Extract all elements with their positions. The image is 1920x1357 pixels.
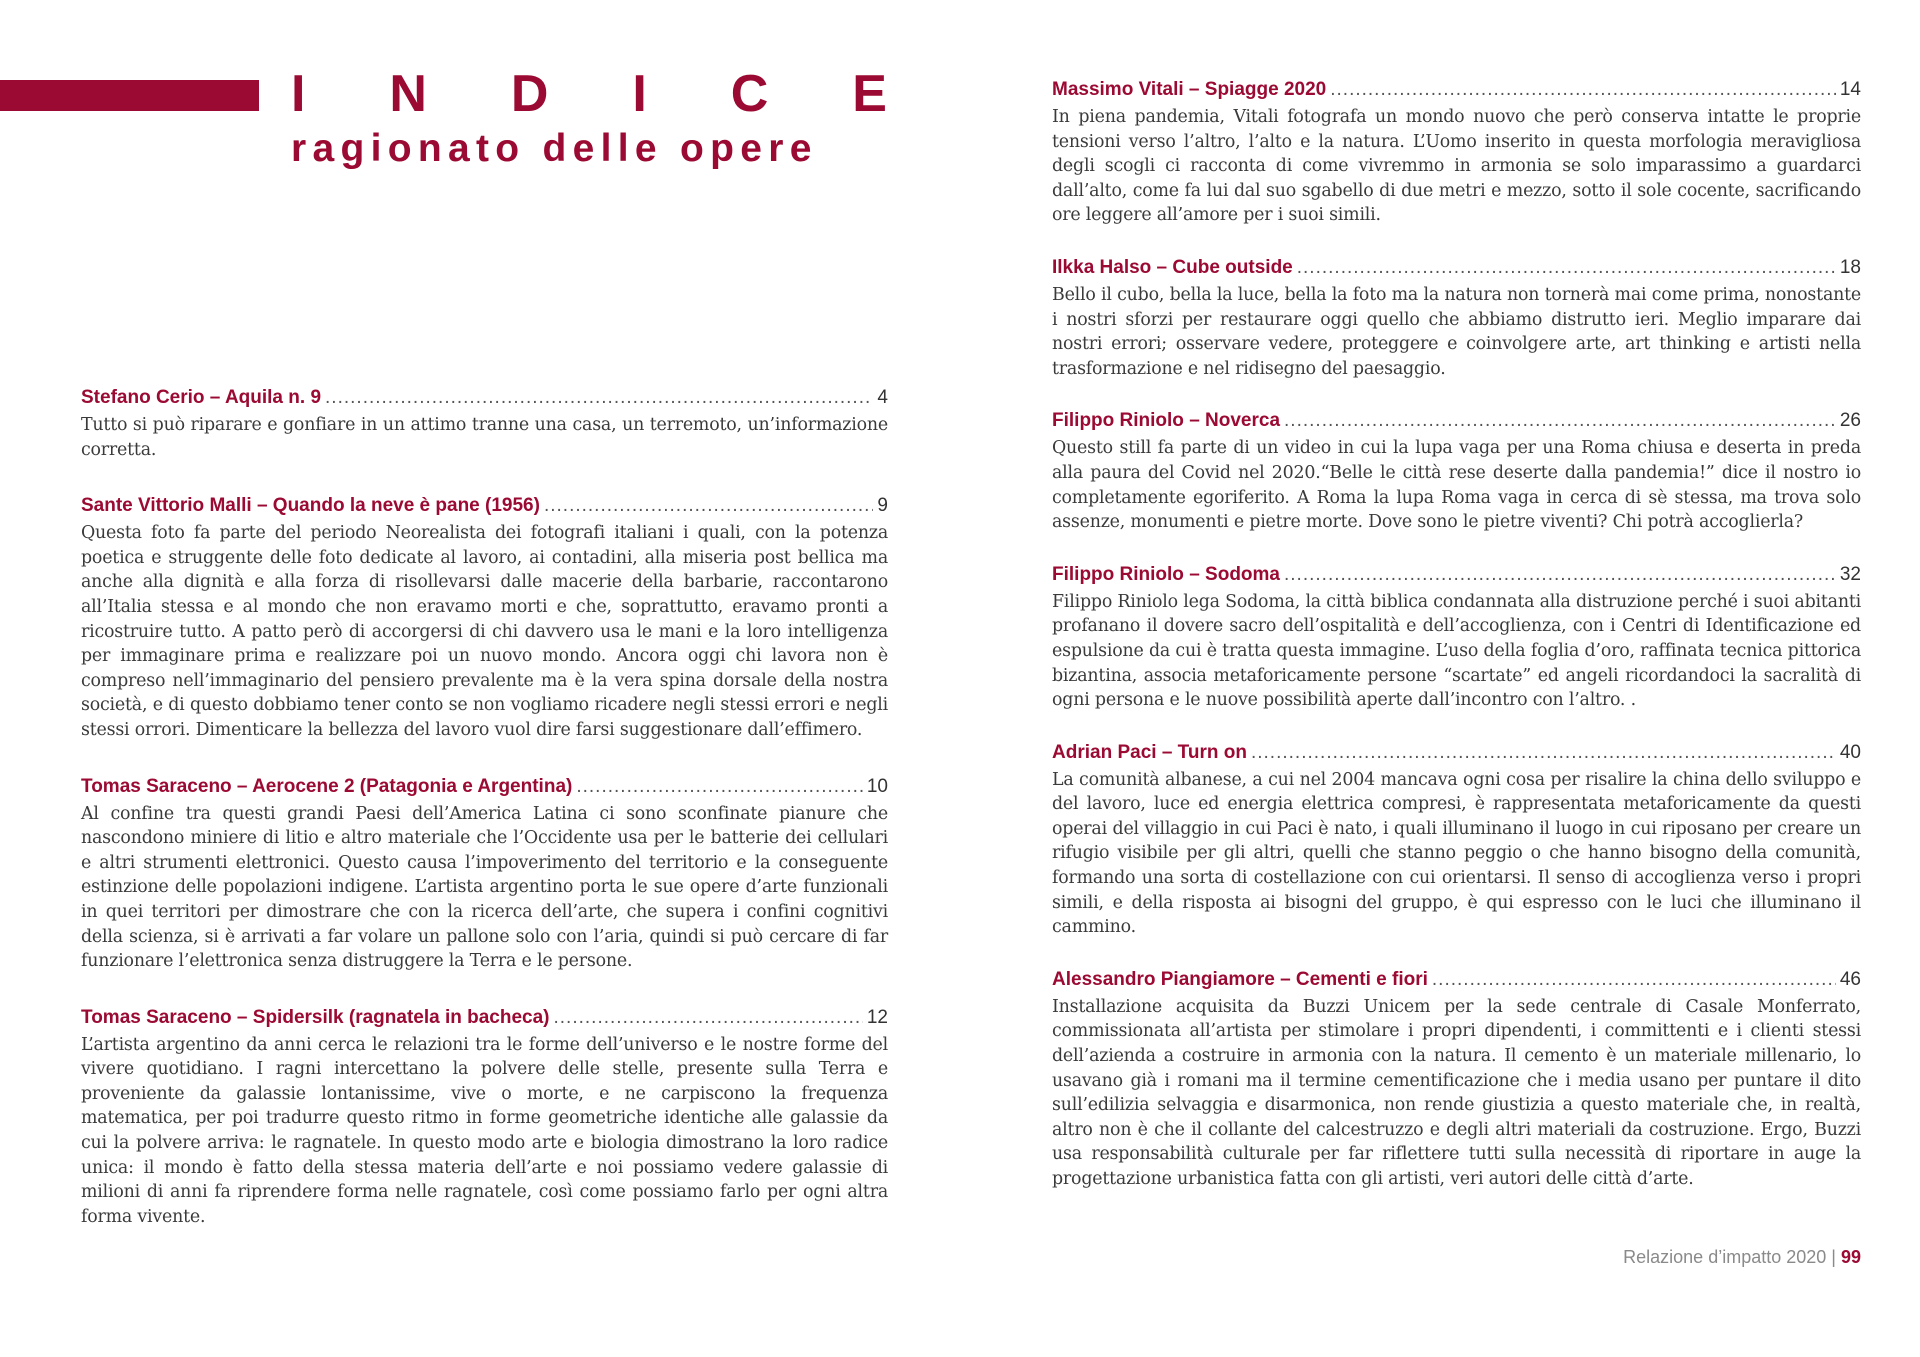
toc-entry-header[interactable] — [81, 386, 888, 410]
toc-entry-header[interactable] — [81, 494, 888, 518]
toc-entry — [81, 1006, 888, 1230]
entry-title: Filippo Riniolo – Sodoma — [1052, 563, 1280, 585]
entry-title: Tomas Saraceno – Aerocene 2 (Patagonia e Argentina) — [81, 775, 573, 797]
left-column — [81, 386, 888, 1261]
entry-page-number: 32 — [1839, 563, 1861, 585]
entry-description: Installazione acquisita da Buzzi Unicem per la sede centrale di Casale Monferrato, commissionata all’artista per stimolare i propri dipendenti, i committenti e i clienti stessi dell’azienda a costruire in armonia con la natura. Il cemento è un materiale millenario, lo usavano già i romani ma il termine cementificazione che i media usano per puntare il dito sull’edilizia selvaggia e disarmonica, non rende giustizia a questo materiale che, in realtà, altro non è che il collante del calcestruzzo e degli altri materiali da costruzione. Ergo, Buzzi usa responsabilità culturale per far riflettere tutti sulla necessità di riportare in auge la progettazione urbanistica fatta con gli artisti, veri autori delle città d’arte. — [1052, 996, 1861, 1189]
title-letter: N — [389, 65, 427, 123]
dot-leader — [576, 775, 863, 799]
right-column — [1052, 78, 1861, 1220]
dot-leader — [1297, 256, 1836, 280]
toc-entry — [81, 775, 888, 974]
dot-leader — [1432, 968, 1836, 992]
dot-leader — [544, 494, 873, 518]
entry-title: Filippo Riniolo – Noverca — [1052, 410, 1281, 432]
dot-leader — [325, 386, 873, 410]
entry-description: Tutto si può riparare e gonfiare in un attimo tranne una casa, un terremoto, un’informazione corretta. — [81, 415, 888, 460]
entry-page-number: 10 — [866, 775, 888, 797]
toc-entry-header[interactable] — [1052, 968, 1861, 992]
toc-entry — [81, 494, 888, 742]
entry-page-number: 46 — [1839, 968, 1861, 990]
toc-entry-header[interactable] — [1052, 563, 1861, 587]
entry-description: L’artista argentino da anni cerca le relazioni tra le forme dell’universo e le nostre forme del vivere quotidiano. I ragni intercettano la polvere delle stelle, presente sulla Terra e proveniente da galassie lontanissime, vive o morte, e ne carpiscono la frequenza matematica, per poi tradurre questo ritmo in forme geometriche identiche alle galassie da cui la polvere arriva: le ragnatele. In questo modo arte e biologia dimostrano la loro radice unica: il mondo è fatto della stessa materia dell’arte e noi possiamo vedere galassie di milioni di anni fa riprendere forma nelle ragnatele, così come possiamo farlo per ogni altra forma vivente. — [81, 1034, 888, 1227]
toc-entry — [1052, 256, 1861, 381]
title-letter: D — [510, 65, 549, 123]
toc-entry-header[interactable] — [1052, 409, 1861, 433]
toc-entry — [1052, 78, 1861, 228]
title-subtitle: ragionato delle opere — [291, 127, 818, 170]
entry-description: Bello il cubo, bella la luce, bella la foto ma la natura non tornerà mai come prima, nonostante i nostri sforzi per restaurare oggi quello che abbiamo distrutto ieri. Meglio imparare dai nostri errori; osservare vedere, proteggere e coinvolgere arte, art thinking e artisti nella trasformazione e nel ridisegno del paesaggio. — [1052, 284, 1861, 379]
entry-page-number: 40 — [1839, 741, 1861, 763]
entry-title: Tomas Saraceno – Spidersilk (ragnatela in bacheca) — [81, 1006, 550, 1028]
entry-page-number: 18 — [1839, 256, 1861, 278]
title-letter: E — [852, 65, 887, 123]
footer-separator: | — [1831, 1247, 1836, 1267]
entry-description: La comunità albanese, a cui nel 2004 mancava ogni cosa per risalire la china dello sviluppo e del lavoro, luce ed energia elettrica compresi, è rappresentata metaforicamente da questi operai del villaggio in cui Paci è nato, i quali illuminano il luogo in cui riposano per creare un rifugio visibile per gli altri, quelli che stanno peggio o che hanno bisogno della comunità, formando una sorta di costellazione con cui orientarsi. Il senso di accoglienza verso i propri simili, e della risposta ai bisogni del gruppo, è qui espresso con le luci che illuminano il cammino. — [1052, 769, 1861, 938]
toc-entry — [1052, 563, 1861, 713]
toc-entry-header[interactable] — [81, 1006, 888, 1030]
footer-report-label: Relazione d’impatto 2020 — [1623, 1247, 1827, 1267]
title-letter: I — [632, 65, 647, 123]
dot-leader — [1251, 741, 1836, 765]
entry-page-number: 14 — [1839, 79, 1861, 100]
dot-leader — [1330, 78, 1836, 102]
entry-description: Filippo Riniolo lega Sodoma, la città biblica condannata alla distruzione perché i suoi abitanti profanano il dovere sacro dell’ospitalità e dell’accoglienza, con i Centri di Identificazione ed espulsione da cui è tratta questa immagine. L’uso della foglia d’oro, raffinata tecnica pittorica bizantina, associa metaforicamente persone “scartate” ed angeli ricordandoci la sacralità di ogni persona e le nuove possibilità aperte dall’incontro con l’altro. . — [1052, 591, 1861, 711]
entry-description: Questo still fa parte di un video in cui la lupa vaga per una Roma chiusa e deserta in preda alla paura del Covid nel 2020.“Belle le città rese deserte dalla pandemia!” dice il nostro io completamente egoriferito. A Roma la lupa Roma vaga in cerca di sè stessa, ma trova solo assenze, monumenti e pietre morte. Dove sono le pietre viventi? Chi potrà accoglierla? — [1052, 438, 1861, 533]
entry-description: Questa foto fa parte del periodo Neorealista dei fotografi italiani i quali, con la potenza poetica e struggente delle foto dedicate al lavoro, ai contadini, alla miseria post bellica ma anche alla dignità e alla forza di risollevarsi dalle macerie della barbarie, raccontarono all’Italia stessa e al mondo che non eravamo morti e che, soprattutto, eravamo pronti a ricostruire tutto. A patto però di accorgersi di chi davvero usa le mani e la loro intelligenza per immaginare prima e realizzare poi un nuovo mondo. Ancora oggi chi lavora non è compreso nell’immaginario del pensiero prevalente ma è la vera spina dorsale della nostra società, e di questo dobbiamo tener conto se non vogliamo ricadere negli stessi errori e negli stessi orrori. Dimenticare la bellezza del lavoro vuol dire farsi suggestionare dall’effimero. — [81, 523, 888, 740]
accent-bar — [0, 80, 259, 111]
toc-entry — [1052, 741, 1861, 940]
entry-title: Sante Vittorio Malli – Quando la neve è pane (1956) — [81, 495, 540, 517]
toc-entry-header[interactable] — [81, 775, 888, 799]
entry-page-number: 26 — [1839, 410, 1861, 432]
toc-entry — [81, 386, 888, 462]
entry-title: Alessandro Piangiamore – Cementi e fiori — [1052, 968, 1428, 990]
entry-title: Massimo Vitali – Spiagge 2020 — [1052, 79, 1327, 100]
index-title — [291, 64, 891, 174]
dot-leader — [1284, 409, 1836, 433]
dot-leader — [1284, 563, 1836, 587]
title-indice — [291, 64, 887, 124]
footer-page-number: 99 — [1840, 1247, 1861, 1267]
toc-entry-header[interactable] — [1052, 78, 1861, 102]
dot-leader — [554, 1006, 863, 1030]
title-letter: C — [730, 65, 769, 123]
entry-page-number: 4 — [877, 387, 888, 408]
entry-description: In piena pandemia, Vitali fotografa un mondo nuovo che però conserva intatte le proprie tensioni verso l’altro, l’alto e la natura. L’Uomo inserito in questa morfologia meravigliosa degli scogli ci racconta di come vivremmo in armonia se solo imparassimo a guardarci dall’alto, come fa lui dal suo sgabello di due metri e mezzo, sotto il sole cocente, sacrificando ore leggere all’amore per i suoi simili. — [1052, 107, 1861, 226]
title-letter: I — [291, 65, 306, 123]
toc-entry-header[interactable] — [1052, 256, 1861, 280]
toc-entry — [1052, 409, 1861, 534]
entry-title: Ilkka Halso – Cube outside — [1052, 256, 1293, 278]
toc-entry — [1052, 968, 1861, 1192]
entry-description: Al confine tra questi grandi Paesi dell’America Latina ci sono sconfinate pianure che nascondono miniere di litio e altro materiale che l’Occidente usa per le batterie dei cellulari e altri strumenti elettronici. Questo causa l’impoverimento del territorio e la conseguente estinzione delle popolazioni indigene. L’artista argentino porta le sue opere d’arte funzionali in quei territori per dimostrare che con la ricerca dell’arte, che supera i confini cognitivi della scienza, si è arrivati a far volare un pallone solo con l’aria, quindi si può cercare di far funzionare l’elettronica senza distruggere la Terra e le persone. — [81, 803, 888, 972]
entry-page-number: 9 — [877, 495, 888, 517]
entry-title: Stefano Cerio – Aquila n. 9 — [81, 387, 322, 408]
toc-entry-header[interactable] — [1052, 741, 1861, 765]
entry-title: Adrian Paci – Turn on — [1052, 741, 1247, 763]
entry-page-number: 12 — [866, 1006, 888, 1028]
page-footer — [1623, 1247, 1861, 1268]
